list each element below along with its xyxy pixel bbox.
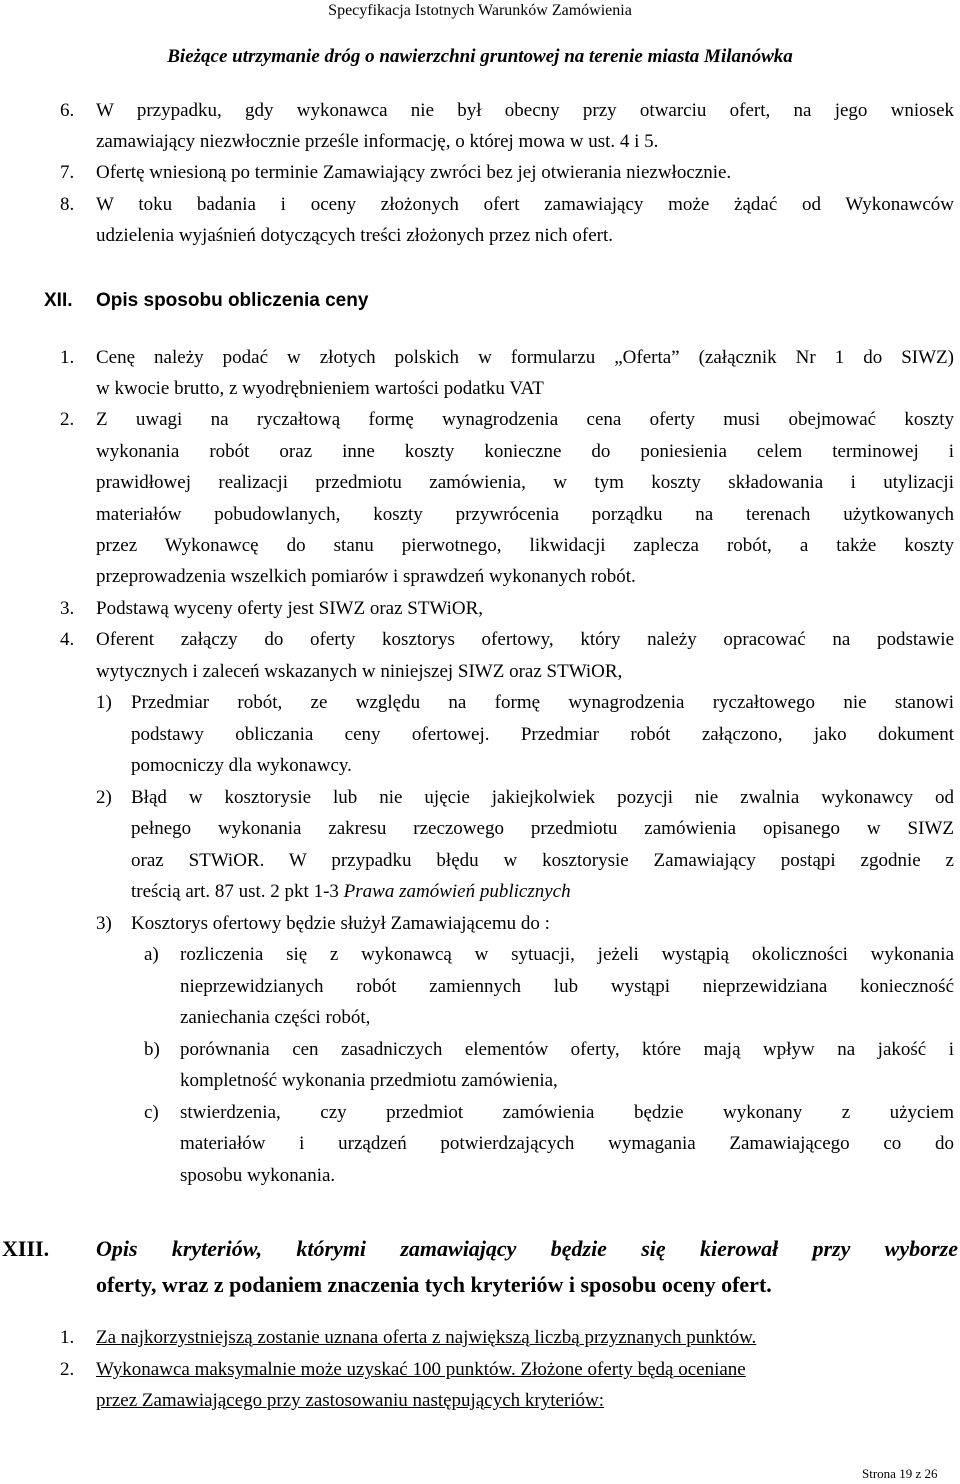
list-item-text: Podstawą wyceny oferty jest SIWZ oraz STWiOR, (96, 598, 484, 619)
sublist-item-text: podstawy obliczania ceny ofertowej. Przedmiar robót załączono, jako dokument (131, 724, 954, 745)
section-heading: Opis sposobu obliczenia ceny (96, 290, 369, 311)
list-item-number: 2. (60, 1359, 75, 1380)
act-name-italic: Prawa zamówień publicznych (343, 881, 571, 902)
letter-item-label: a) (144, 944, 159, 965)
sublist-item-number: 2) (96, 787, 112, 808)
list-item-number: 7. (60, 162, 75, 183)
section-numeral: XII. (44, 290, 73, 311)
list-item-text: udzielenia wyjaśnień dotyczących treści złożonych przez nich ofert. (96, 225, 613, 246)
sublist-item-number: 3) (96, 913, 112, 934)
sublist-item-text: Kosztorys ofertowy będzie służył Zamawiającemu do : (131, 913, 550, 934)
list-item-number: 8. (60, 194, 75, 215)
list-item-text: wykonania robót oraz inne koszty konieczne do poniesienia celem terminowej i (96, 441, 954, 462)
letter-item-text: porównania cen zasadniczych elementów oferty, które mają wpływ na jakość i (180, 1039, 954, 1060)
sublist-item-text (131, 879, 571, 905)
letter-item-label: c) (144, 1102, 159, 1123)
list-item-text: materiałów pobudowlanych, koszty przywrócenia porządku na terenach użytkowanych (96, 504, 954, 525)
sublist-item-text: oraz STWiOR. W przypadku błędu w kosztorysie Zamawiający postąpi zgodnie z (131, 850, 954, 871)
list-item-text: wytycznych i zaleceń wskazanych w niniejszej SIWZ oraz STWiOR, (96, 661, 623, 682)
list-item-number: 4. (60, 629, 75, 650)
section-heading-line: Opis kryteriów, którymi zamawiający będzie się kierował przy wyborze (96, 1236, 958, 1261)
list-item-text: w kwocie brutto, z wyodrębnieniem wartości podatku VAT (96, 378, 544, 399)
sublist-item-text: Błąd w kosztorysie lub nie ujęcie jakiejkolwiek pozycji nie zwalnia wykonawcy od (131, 787, 954, 808)
sublist-item-text: Przedmiar robót, ze względu na formę wynagrodzenia ryczałtowego nie stanowi (131, 692, 954, 713)
page-number: Strona 19 z 26 (862, 1466, 938, 1481)
letter-item-text: sposobu wykonania. (180, 1165, 336, 1186)
letter-item-text: rozliczenia się z wykonawcą w sytuacji, jeżeli wystąpią okoliczności wykonania (180, 944, 954, 965)
list-item-text: zamawiający niezwłocznie prześle informację, o której mowa w ust. 4 i 5. (96, 131, 659, 152)
list-item-text: prawidłowej realizacji przedmiotu zamówienia, w tym koszty składowania i utylizacji (96, 472, 954, 493)
list-item-text: Cenę należy podać w złotych polskich w formularzu „Oferta” (załącznik Nr 1 do SIWZ) (96, 347, 954, 368)
letter-item-text: zaniechania części robót, (180, 1007, 371, 1028)
list-item-text: Ofertę wniesioną po terminie Zamawiający zwróci bez jej otwierania niezwłocznie. (96, 162, 732, 183)
header-document-title: Specyfikacja Istotnych Warunków Zamówienia (328, 2, 632, 19)
letter-item-label: b) (144, 1039, 160, 1060)
list-item-text: Z uwagi na ryczałtową formę wynagrodzenia cena oferty musi obejmować koszty (96, 409, 954, 430)
sublist-item-text: pomocniczy dla wykonawcy. (131, 755, 352, 776)
list-item-text: Wykonawca maksymalnie może uzyskać 100 punktów. Złożone oferty będą oceniane (96, 1359, 746, 1380)
list-item-text: Oferent załączy do oferty kosztorys ofertowy, który należy opracować na podstawie (96, 629, 954, 650)
list-item-number: 3. (60, 598, 75, 619)
letter-item-text: stwierdzenia, czy przedmiot zamówienia będzie wykonany z użyciem (180, 1102, 954, 1123)
letter-item-text: kompletność wykonania przedmiotu zamówienia, (180, 1070, 558, 1091)
section-heading-line: oferty, wraz z podaniem znaczenia tych kryteriów i sposobu oceny ofert. (96, 1272, 772, 1297)
letter-item-text: materiałów i urządzeń potwierdzających wymagania Zamawiającego co do (180, 1133, 954, 1154)
list-item-text: przeprowadzenia wszelkich pomiarów i sprawdzeń wykonanych robót. (96, 566, 636, 587)
section-numeral: XIII. (2, 1236, 50, 1261)
sublist-item-number: 1) (96, 692, 112, 713)
list-item-number: 2. (60, 409, 75, 430)
letter-item-text: nieprzewidzianych robót zamiennych lub wystąpi nieprzewidziana konieczność (180, 976, 954, 997)
list-item-text: W toku badania i oceny złożonych ofert zamawiający może żądać od Wykonawców (96, 194, 954, 215)
legal-reference-text: treścią art. 87 ust. 2 pkt 1-3 (131, 881, 344, 902)
list-item-text: przez Wykonawcę do stanu pierwotnego, likwidacji zaplecza robót, a także koszty (96, 535, 954, 556)
list-item-text: W przypadku, gdy wykonawca nie był obecny przy otwarciu ofert, na jego wniosek (96, 100, 954, 121)
list-item-number: 6. (60, 100, 75, 121)
list-item-number: 1. (60, 347, 75, 368)
list-item-text: Za najkorzystniejszą zostanie uznana oferta z największą liczbą przyznanych punktów. (96, 1327, 757, 1348)
header-project-title: Bieżące utrzymanie dróg o nawierzchni gruntowej na terenie miasta Milanówka (167, 46, 793, 67)
list-item-text: przez Zamawiającego przy zastosowaniu następujących kryteriów: (96, 1390, 605, 1411)
sublist-item-text: pełnego wykonania zakresu rzeczowego przedmiotu zamówienia opisanego w SIWZ (131, 818, 954, 839)
list-item-number: 1. (60, 1327, 75, 1348)
